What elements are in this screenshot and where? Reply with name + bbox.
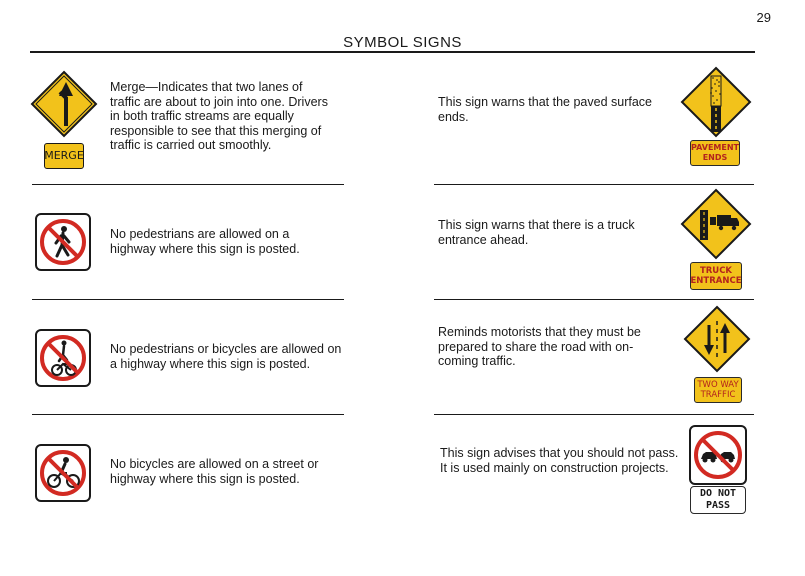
divider xyxy=(434,299,754,300)
divider xyxy=(32,184,344,185)
pavement-ends-description: This sign warns that the paved surface ends. xyxy=(438,95,653,124)
page-number: 29 xyxy=(756,10,771,25)
no-pedestrians-description: No pedestrians are allowed on a highway where this sign is posted. xyxy=(110,227,300,256)
truck-entrance-description: This sign warns that there is a truck entrance ahead. xyxy=(438,218,635,247)
no-pedestrians-or-bicycles-description: No pedestrians or bicycles are allowed on a highway where this sign is posted. xyxy=(110,342,342,371)
divider xyxy=(32,299,344,300)
no-pedestrians-or-bicycles-sign-icon xyxy=(34,328,92,388)
do-not-pass-plate: DO NOT PASS xyxy=(690,486,746,514)
two-way-traffic-plate: TWO WAY TRAFFIC xyxy=(694,377,742,403)
merge-plate: MERGE xyxy=(44,143,84,169)
truck-entrance-sign-icon xyxy=(680,188,752,262)
two-way-traffic-sign-icon xyxy=(683,305,751,375)
do-not-pass-description: This sign advises that you should not pass. It is used mainly on construction projects. xyxy=(440,446,679,475)
divider xyxy=(434,184,754,185)
truck-entrance-plate: TRUCK ENTRANCE xyxy=(690,262,742,290)
page-title: SYMBOL SIGNS xyxy=(343,34,462,51)
merge-description: Merge—Indicates that two lanes of traffic are about to join into one. Drivers in both traffic streams are equally responsible to see that this merging of traffic is carried out smoothly. xyxy=(110,80,328,153)
no-bicycles-description: No bicycles are allowed on a street or highway where this sign is posted. xyxy=(110,457,319,486)
merge-sign-icon xyxy=(30,70,98,142)
no-bicycles-sign-icon xyxy=(34,443,92,503)
do-not-pass-sign-icon xyxy=(688,424,748,486)
title-rule xyxy=(30,51,755,53)
divider xyxy=(434,414,754,415)
no-pedestrians-sign-icon xyxy=(34,212,92,272)
pavement-ends-plate: PAVEMENT ENDS xyxy=(690,140,740,166)
pavement-ends-sign-icon xyxy=(680,66,752,138)
divider xyxy=(32,414,344,415)
two-way-traffic-description: Reminds motorists that they must be prepared to share the road with on-coming traffic. xyxy=(438,325,641,369)
